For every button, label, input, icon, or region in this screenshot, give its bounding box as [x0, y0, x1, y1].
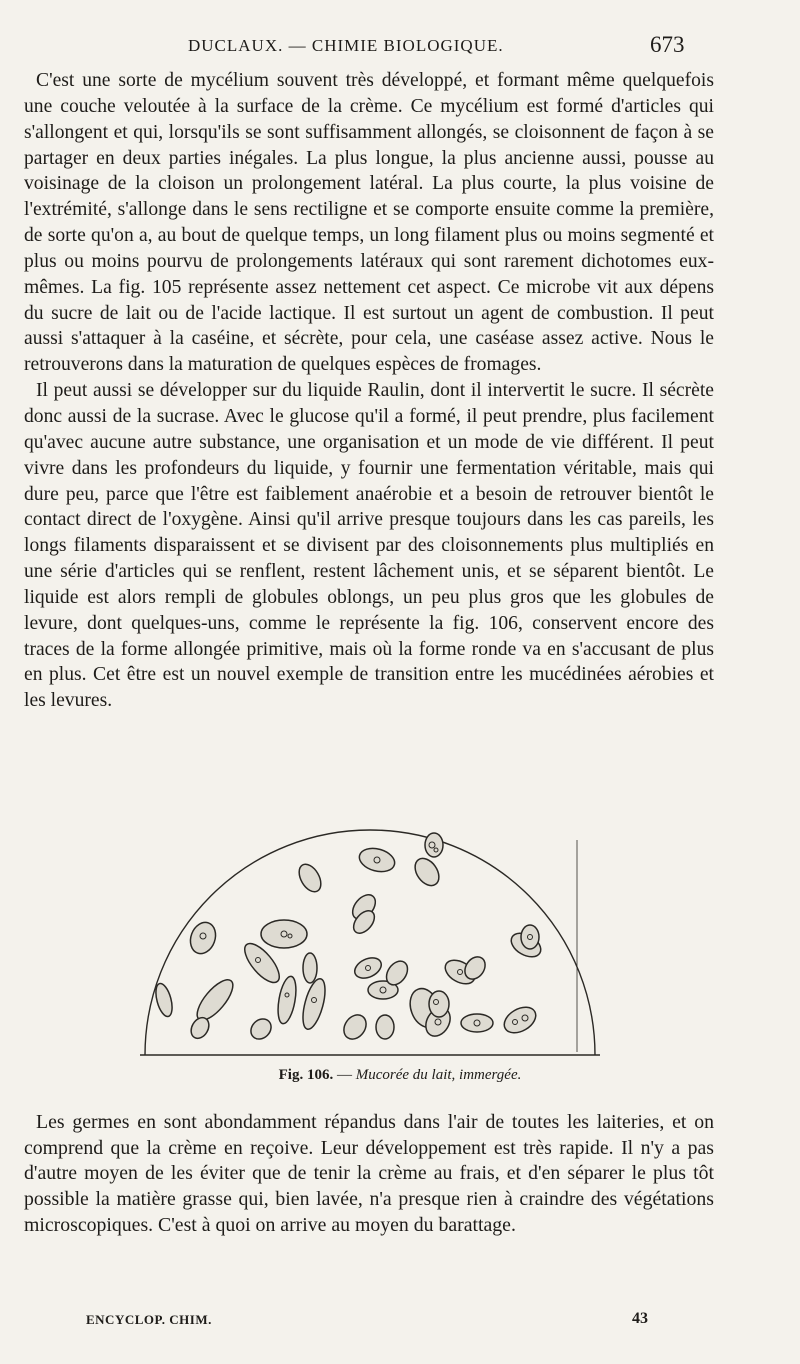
- footer-sheet-number: 43: [632, 1310, 648, 1327]
- body-text-bottom: [24, 1110, 714, 1239]
- running-head: [0, 30, 800, 60]
- micrograph-illustration: [140, 790, 600, 1060]
- running-title: DUCLAUX. — CHIMIE BIOLOGIQUE.: [188, 36, 504, 55]
- body-text-top: [24, 68, 714, 714]
- cell-granules: [200, 842, 533, 1026]
- paragraph: Il peut aussi se développer sur du liquide Raulin, dont il intervertit le sucre. Il sécrète donc aussi de la sucrase. Avec le glucose qu'il a formé, il peut prendre, plus facilement qu'avec aucune autre substance, une organisation et un mode de vie différent. Il peut vivre dans les profondeurs du liquide, y fournir une fermentation véritable, mais qui dure peu, parce que l'être est faiblement anaérobie et a besoin de retrouver bientôt le contact direct de l'oxygène. Ainsi qu'il arrive presque toujours dans les cas pareils, les longs filaments disparaissent et se divisent par des cloisonnements plus multipliés en une série d'articles qui se renflent, restent lâchement unis, et se séparent bientôt. Le liquide est alors rempli de globules oblongs, un peu plus gros que les globules de levure, dont quelques-uns, comme le représente la fig. 106, conservent encore des traces de la forme allongée primitive, mais où la forme ronde va en s'accusant de plus en plus. Cet être est un nouvel exemple de transition entre les mucédinées aérobies et les levures.: [24, 380, 714, 712]
- caption-dash: —: [336, 1067, 352, 1083]
- page-number: 673: [650, 32, 685, 57]
- figure-caption: [0, 1067, 800, 1084]
- figure-label: Fig. 106.: [278, 1067, 334, 1083]
- figure-106: [140, 790, 600, 1060]
- cells: [153, 833, 545, 1043]
- footer-signature: ENCYCLOP. CHIM.: [86, 1312, 212, 1327]
- page-footer: [0, 1310, 800, 1334]
- figure-title: Mucorée du lait, immergée.: [355, 1067, 522, 1083]
- paragraph: C'est une sorte de mycélium souvent très développé, et formant même quelquefois une couche veloutée à la surface de la crème. Ce mycélium est formé d'articles qui s'allongent et qui, lorsqu'ils se sont suffisamment allongés, se cloisonnent de façon à se partager en deux parties inégales. La plus longue, la plus ancienne aussi, pousse au voisinage de la cloison un prolongement latéral. La plus courte, la plus voisine de l'extrémité, s'allonge dans le sens rectiligne et se comporte ensuite comme la première, de sorte qu'on a, au bout de quelque temps, un long filament plus ou moins segmenté et plus ou moins pourvu de prolongements latéraux qui sont rarement dichotomes eux-mêmes. La fig. 105 représente assez nettement cet aspect. Ce microbe vit aux dépens du sucre de lait ou de l'acide lactique. Il est surtout un agent de combustion. Il peut aussi s'attaquer à la caséine, et sécrète, pour cela, une caséase assez active. Nous le retrouverons dans la maturation de quelques espèces de fromages.: [24, 70, 714, 376]
- paragraph: Les germes en sont abondamment répandus dans l'air de toutes les laiteries, et on comprend que la crème en reçoive. Leur développement est très rapide. Il n'y a pas d'autre moyen de les éviter que de tenir la crème au frais, et d'en séparer le plus tôt possible la matière grasse qui, bien lavée, n'a presque rien à craindre des végétations microscopiques. C'est à quoi on arrive au moyen du barattage.: [24, 1111, 714, 1236]
